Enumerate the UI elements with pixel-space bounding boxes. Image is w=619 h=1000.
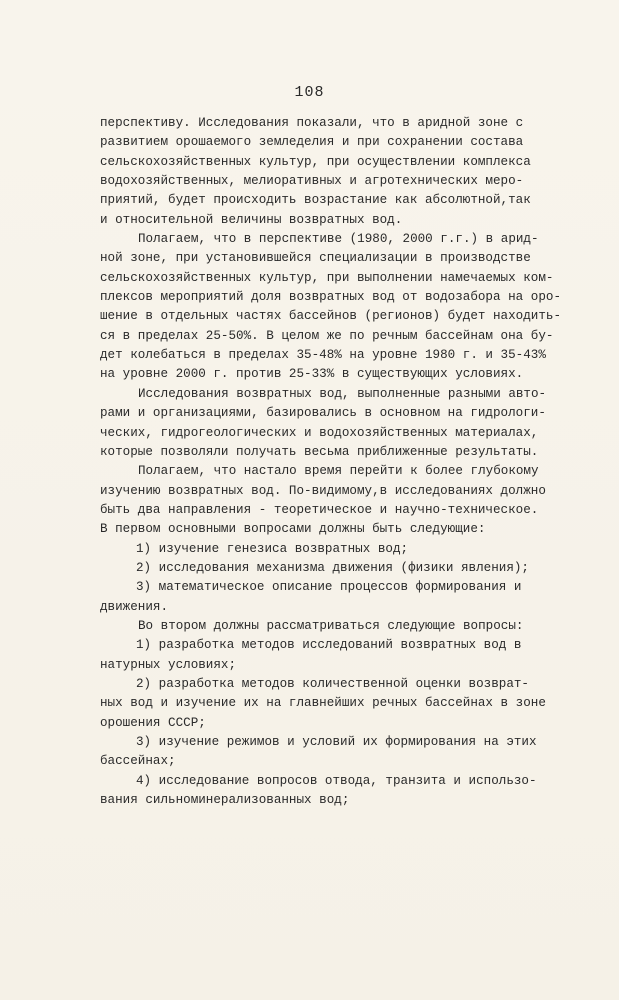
text-line: приятий, будет происходить возрастание как абсолютной,так xyxy=(100,193,531,208)
text-line: бассейнах; xyxy=(100,754,176,769)
text-line: дет колебаться в пределах 35-48% на уровне 1980 г. и 35-43% xyxy=(100,348,546,363)
text-line: натурных условиях; xyxy=(100,657,237,672)
text-line: сельскохозяйственных культур, при выполнении намечаемых ком- xyxy=(100,270,554,285)
text-line: и относительной величины возвратных вод. xyxy=(100,212,403,227)
page-number: 108 xyxy=(294,84,325,101)
text-line: сельскохозяйственных культур, при осуществлении комплекса xyxy=(100,154,531,169)
text-line: водохозяйственных, мелиоративных и агротехнических меро- xyxy=(100,174,524,189)
body-text xyxy=(100,114,570,810)
text-line: которые позволяли получать весьма приближенные результаты. xyxy=(100,444,539,459)
text-line: изучению возвратных вод. По-видимому,в исследованиях должно xyxy=(100,483,546,498)
text-line: 1) разработка методов исследований возвратных вод в xyxy=(136,638,522,653)
text-line: ся в пределах 25-50%. В целом же по речным бассейнам она бу- xyxy=(100,328,554,343)
text-line: 2) разработка методов количественной оценки возврат- xyxy=(136,676,529,691)
text-line: ных вод и изучение их на главнейших речных бассейнах в зоне xyxy=(100,696,546,711)
text-line: вания сильноминерализованных вод; xyxy=(100,793,350,808)
text-line: Полагаем, что настало время перейти к более глубокому xyxy=(138,464,539,479)
text-line: 3) изучение режимов и условий их формирования на этих xyxy=(136,735,537,749)
text-line: рами и организациями, базировались в основном на гидрологи- xyxy=(100,406,546,421)
text-line: Исследования возвратных вод, выполненные разными авто- xyxy=(138,386,547,401)
text-line: шение в отдельных частях бассейнов (регионов) будет находить- xyxy=(100,309,562,324)
text-line: 1) изучение генезиса возвратных вод; xyxy=(136,541,409,556)
text-line: 4) исследование вопросов отвода, транзита и использо- xyxy=(136,773,537,788)
text-line: Во втором должны рассматриваться следующие вопросы: xyxy=(138,618,524,633)
text-line: развитием орошаемого земледелия и при сохранении состава xyxy=(100,135,524,150)
text-line: плексов мероприятий доля возвратных вод от водозабора на оро- xyxy=(100,290,562,305)
text-line: 3) математическое описание процессов формирования и xyxy=(136,580,522,595)
text-line: перспективу. Исследования показали, что в аридной зоне с xyxy=(100,116,524,130)
text-line: В первом основными вопросами должны быть следующие: xyxy=(100,522,486,537)
text-line: 2) исследования механизма движения (физики явления); xyxy=(136,560,529,575)
text-line: Полагаем, что в перспективе (1980, 2000 г.г.) в арид- xyxy=(138,232,539,247)
text-line: орошения СССР; xyxy=(100,715,206,730)
text-line: ной зоне, при установившейся специализации в производстве xyxy=(100,251,531,266)
text-line: быть два направления - теоретическое и научно-техническое. xyxy=(100,502,539,517)
text-line: движения. xyxy=(100,599,169,614)
text-line: ческих, гидрогеологических и водохозяйственных материалах, xyxy=(100,425,539,440)
text-line: на уровне 2000 г. против 25-33% в существующих условиях. xyxy=(100,367,524,382)
